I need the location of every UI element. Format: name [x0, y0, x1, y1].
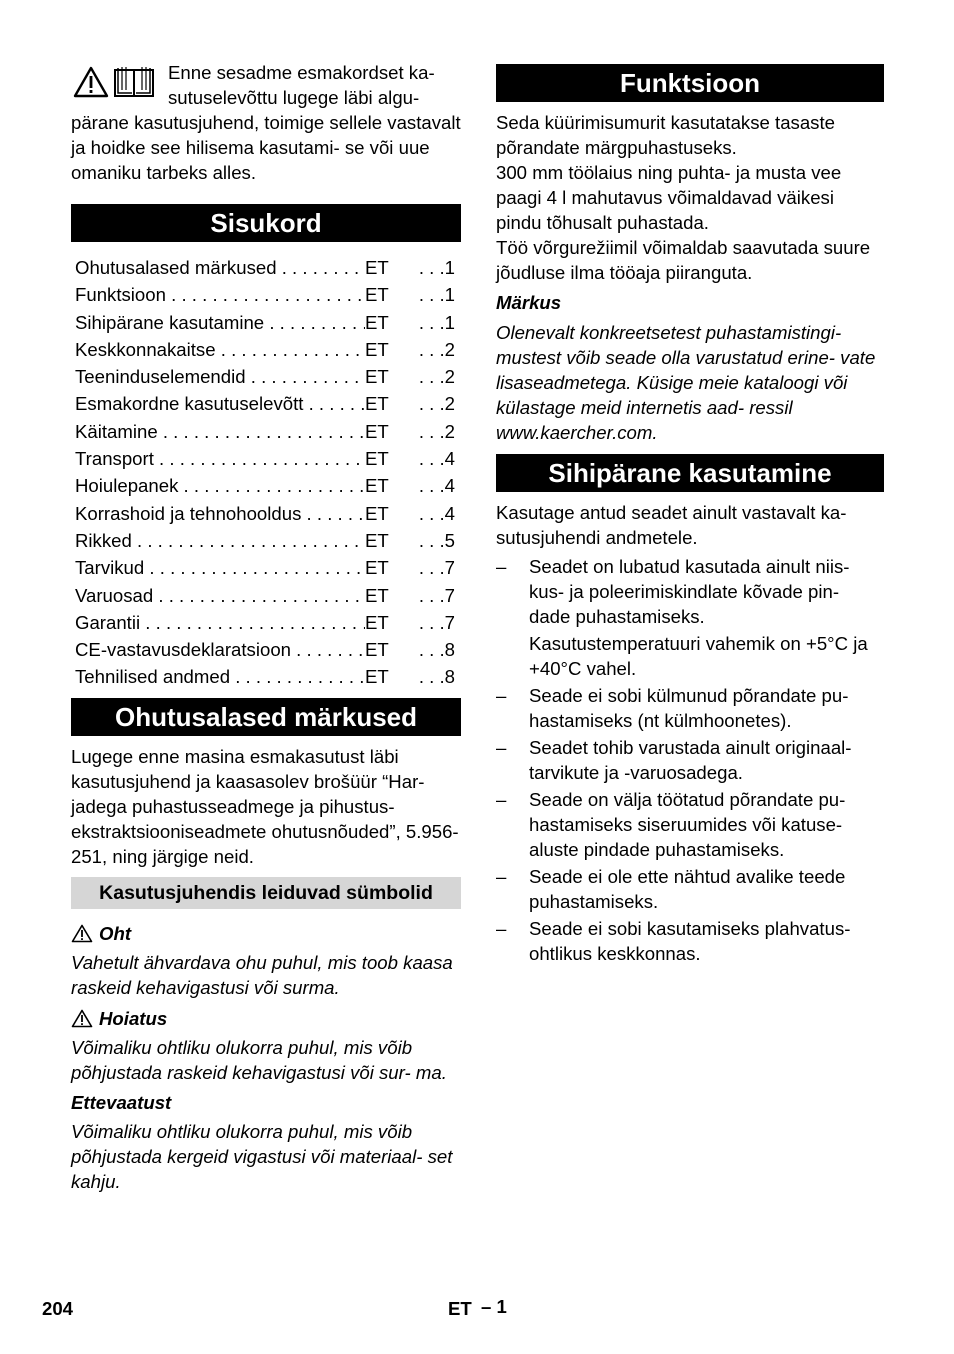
list-dash: – [496, 556, 507, 577]
note-text: Olenevalt konkreetsetest puhastamistingi- mustest võib seade olla varustatud erine- vate lisaseadmetega. Küsige meie kataloogi või külastage meid internetis aad- ressil www.kaercher.com. [496, 322, 876, 443]
intended-use-intro: Kasutage antud seadet ainult vastavalt ka- sutusjuhendi andmetele. [496, 502, 847, 548]
warning-label: Hoiatus [99, 1007, 168, 1029]
toc-row [71, 390, 461, 417]
list-item-subtext: Kasutustemperatuuri vahemik on +5°C ja +40°C vahel. [529, 633, 868, 679]
function-p3: Töö võrgurežiimil võimaldab saavutada suure jõudluse ilma tööaja piiranguta. [496, 237, 871, 283]
list-item-text: Seade ei sobi kasutamiseks plahvatus- ohtlikus keskkonnas. [529, 918, 851, 964]
toc-item-label: CE-vastavusdeklaratsioon . . . [75, 636, 365, 663]
toc-item-lang: ET [365, 557, 389, 579]
safety-text: Lugege enne masina esmakasutust läbi kasutusjuhend ja kaasasolev brošüür “Har- jadega puhastusseadmege ja pihustus- ekstraktsiooniseadmete ohutusnõuded”, 5.956-251, ning järgige neid. [71, 745, 459, 867]
list-dash: – [496, 866, 507, 887]
warning-heading [71, 1006, 461, 1031]
toc-row [71, 418, 461, 445]
toc-item-lang: ET [365, 584, 389, 606]
footer-local-page: – 1 [481, 1296, 507, 1317]
toc-item-page: . . . 8 [409, 663, 455, 690]
warning-text: Võimaliku ohtliku olukorra puhul, mis võib põhjustada raskeid kehavigastusi või sur- ma. [71, 1036, 447, 1083]
note-heading [496, 290, 884, 315]
safety-heading: Ohutusalased märkused [71, 698, 461, 736]
function-p2: 300 mm töölaius ning puhta- ja musta vee paagi 4 l mahutavus võimaldavad väikesi pindu tõhusalt puhastada. [496, 162, 842, 233]
toc-row [71, 500, 461, 527]
toc-item-page: . . . 1 [409, 281, 455, 308]
caution-text: Võimaliku ohtliku olukorra puhul, mis võib põhjustada kergeid vigastusi või materiaal- set kahju. [71, 1120, 453, 1192]
toc-item-label: Rikked . . . [75, 527, 365, 554]
toc-item-page: . . . 4 [409, 472, 455, 499]
warning-triangle-icon [73, 66, 109, 98]
list-item [496, 864, 884, 914]
toc-row [71, 363, 461, 390]
list-item-text: Seade ei ole ette nähtud avalike teede puhastamiseks. [529, 866, 846, 912]
toc-item-label: Teeninduselemendid . . . [75, 363, 365, 390]
toc-item-page: . . . 2 [409, 336, 455, 363]
list-dash: – [496, 685, 507, 706]
toc-item-lang: ET [365, 311, 389, 333]
left-column [71, 60, 461, 1194]
toc-row [71, 254, 461, 281]
footer-lang: ET [448, 1298, 472, 1319]
toc-item-label: Esmakordne kasutuselevõtt . . . [75, 390, 365, 417]
list-item-text: Seadet tohib varustada ainult originaal- tarvikute ja -varuosadega. [529, 737, 852, 783]
toc-item-label: Keskkonnakaitse . . . [75, 336, 365, 363]
toc-item-label: Garantii . . . [75, 609, 365, 636]
toc-item-label: Tarvikud . . . [75, 554, 365, 581]
toc-item-label: Funktsioon . . . [75, 281, 365, 308]
toc-row [71, 527, 461, 554]
list-item [496, 787, 884, 862]
intro-rest: pärane kasutusjuhend, toimige sellele vastavalt ja hoidke see hilisema kasutami- se või uue omaniku tarbeks alles. [71, 112, 461, 183]
toc-item-lang: ET [365, 611, 389, 633]
page-number: 204 [42, 1298, 74, 1319]
list-item-text: Seadet on lubatud kasutada ainult niis- kus- ja poleerimiskindlate kõvade pin- dade puhastamiseks. [529, 556, 850, 627]
caution-heading [71, 1090, 461, 1115]
warning-triangle-icon [71, 1009, 93, 1028]
toc-item-lang: ET [365, 529, 389, 551]
list-item-text: Seade on välja töötatud põrandate pu- hastamiseks siseruumides või katuse- aluste pindade puhastamiseks. [529, 789, 846, 860]
toc-item-lang: ET [365, 502, 389, 524]
toc-item-page: . . . 2 [409, 390, 455, 417]
intro-notice [71, 60, 461, 110]
list-item-text: Seade ei sobi külmunud põrandate pu- hastamiseks (nt külmhoonetes). [529, 685, 849, 731]
list-dash: – [496, 918, 507, 939]
toc-item-page: . . . 1 [409, 254, 455, 281]
intro-first-lines: Enne sesadme esmakordset ka- sutuselevõttu lugege läbi algu- [168, 62, 435, 108]
intended-use-list [496, 554, 884, 966]
toc-item-label: Ohutusalased märkused . . . [75, 254, 365, 281]
danger-label: Oht [99, 922, 132, 944]
toc-row [71, 445, 461, 472]
list-item [496, 735, 884, 785]
toc-item-label: Transport . . . [75, 445, 365, 472]
symbols-heading: Kasutusjuhendis leiduvad sümbolid [71, 877, 461, 909]
toc-item-label: Varuosad . . . [75, 582, 365, 609]
toc-row [71, 336, 461, 363]
function-heading: Funktsioon [496, 64, 884, 102]
toc-item-lang: ET [365, 338, 389, 360]
toc-item-page: . . . 7 [409, 554, 455, 581]
toc-item-lang: ET [365, 393, 389, 415]
list-dash: – [496, 789, 507, 810]
toc-item-page: . . . 7 [409, 609, 455, 636]
toc-item-page: . . . 5 [409, 527, 455, 554]
toc-item-lang: ET [365, 639, 389, 661]
toc-item-page: . . . 2 [409, 363, 455, 390]
toc-row [71, 663, 461, 690]
toc-item-label: Sihipärane kasutamine . . . [75, 309, 365, 336]
toc-item-lang: ET [365, 666, 389, 688]
toc-item-page: . . . 4 [409, 445, 455, 472]
caution-label: Ettevaatust [71, 1091, 172, 1113]
danger-text: Vahetult ähvardava ohu puhul, mis toob kaasa raskeid kehavigastusi või surma. [71, 951, 453, 998]
toc-item-label: Hoiulepanek . . . [75, 472, 365, 499]
toc-item-page: . . . 8 [409, 636, 455, 663]
warning-triangle-icon [71, 924, 93, 943]
toc-item-lang: ET [365, 475, 389, 497]
toc-item-lang: ET [365, 420, 389, 442]
toc-item-label: Korrashoid ja tehnohooldus . . . [75, 500, 365, 527]
toc-row [71, 582, 461, 609]
list-item [496, 916, 884, 966]
note-label: Märkus [496, 292, 562, 313]
toc-item-page: . . . 4 [409, 500, 455, 527]
function-p1: Seda küürimisumurit kasutatakse tasaste põrandate märgpuhastuseks. [496, 112, 835, 158]
intro-icons [73, 66, 155, 98]
table-of-contents [71, 254, 461, 691]
list-item [496, 683, 884, 733]
toc-row [71, 472, 461, 499]
toc-heading: Sisukord [71, 204, 461, 242]
toc-item-page: . . . 2 [409, 418, 455, 445]
toc-row [71, 636, 461, 663]
toc-item-lang: ET [365, 448, 389, 470]
toc-item-label: Tehnilised andmed . . . [75, 663, 365, 690]
toc-row [71, 554, 461, 581]
toc-row [71, 281, 461, 308]
toc-item-lang: ET [365, 257, 389, 278]
toc-item-lang: ET [365, 284, 389, 306]
toc-item-page: . . . 1 [409, 309, 455, 336]
toc-item-page: . . . 7 [409, 582, 455, 609]
toc-row [71, 609, 461, 636]
right-column [496, 64, 884, 968]
read-manual-icon [113, 66, 155, 98]
toc-row [71, 309, 461, 336]
danger-heading [71, 921, 461, 946]
list-item [496, 554, 884, 681]
list-dash: – [496, 737, 507, 758]
toc-item-lang: ET [365, 366, 389, 388]
toc-item-label: Käitamine . . . [75, 418, 365, 445]
intended-use-heading: Sihipärane kasutamine [496, 454, 884, 492]
